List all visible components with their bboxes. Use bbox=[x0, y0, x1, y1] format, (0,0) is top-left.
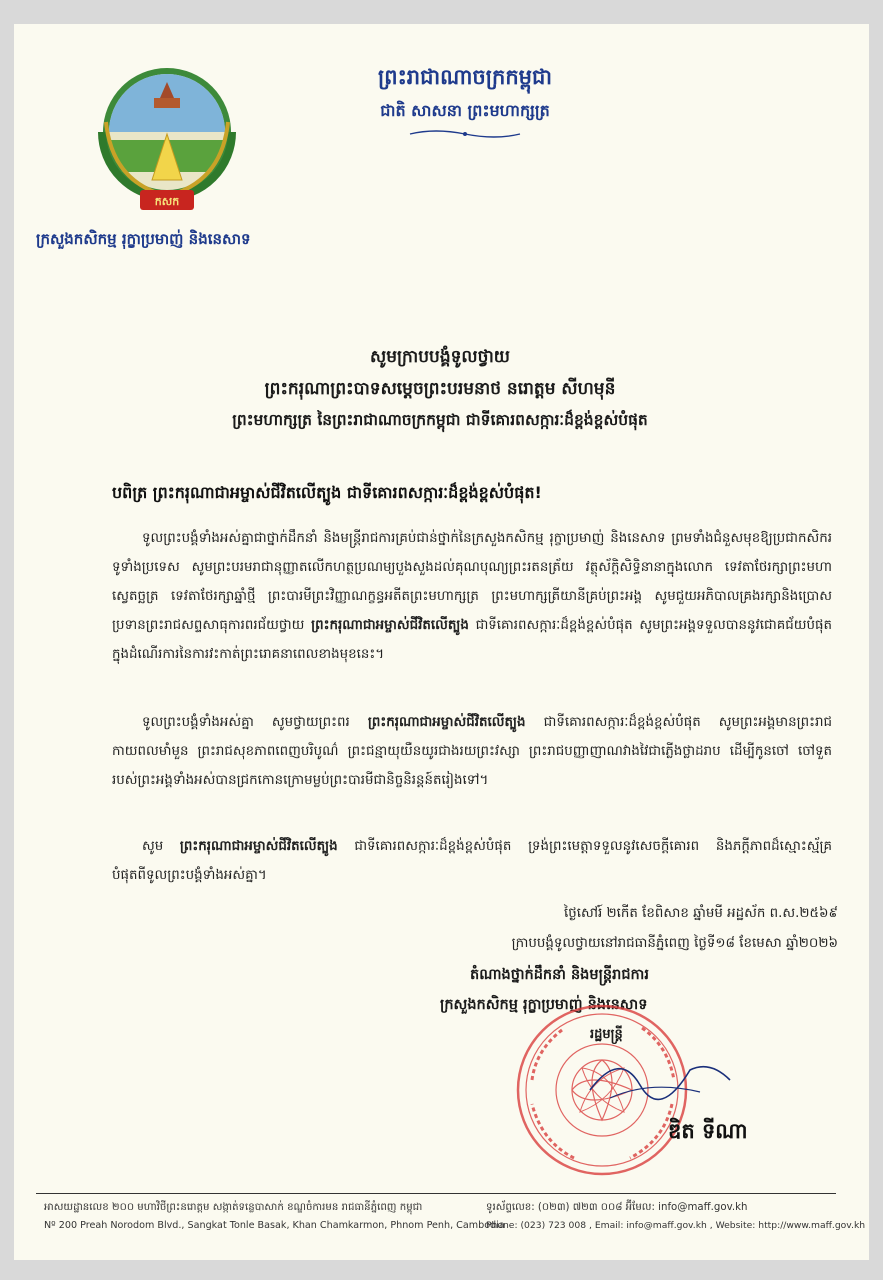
lunar-date: ថ្ងៃសៅរ៍ ២កើត ខែពិសាខ ឆ្នាំមមី អដ្ឋស័ក ព.ស.២៥៦៩ bbox=[563, 906, 838, 921]
national-motto: ជាតិ សាសនា ព្រះមហាក្សត្រ bbox=[380, 101, 550, 120]
salutation-line-1: សូមក្រាបបង្គំទូលថ្វាយ bbox=[370, 347, 510, 367]
footer-address-khmer: អាសយដ្ឋានលេខ ២០០ មហាវិថីព្រះនរោត្តម សង្កាត់ទន្លេបាសាក់ ខណ្ឌចំការមន រាជធានីភ្នំពេញ កម្ពុជា bbox=[44, 1202, 423, 1213]
paragraph-3-text-b: ជាទីគោរពសក្ការៈដ៏ខ្ពង់ខ្ពស់បំផុត ទ្រង់ព្រះមេត្តាទទួលនូវសេចក្តីគោរព និងភក្តីភាពដ៏ស្មោះស្ម័គ្របំផុតពីទូលព្រះបង្គំទាំងអស់គ្នា។ bbox=[112, 839, 832, 883]
footer-contact-english: Phone: (023) 723 008 , Email: info@maff.gov.kh , Website: http://www.maff.gov.kh bbox=[486, 1220, 866, 1231]
body-paragraph-1 bbox=[112, 524, 832, 669]
signatory-name: ឌិត ទីណា bbox=[668, 1118, 748, 1143]
ministry-emblem-logo bbox=[92, 62, 242, 222]
signature-title: រដ្ឋមន្ត្រី bbox=[590, 1027, 623, 1042]
footer-address-english: Nº 200 Preah Norodom Blvd., Sangkat Tonle Basak, Khan Chamkarmon, Phnom Penh, Cambodia bbox=[44, 1220, 505, 1231]
footer-contact-khmer: ទូរស័ព្ទលេខ: (០២៣) ៧២៣ ០០៨ អ៊ីមែល: info@maff.gov.kh bbox=[486, 1202, 748, 1213]
paragraph-1-text-a: ទូលព្រះបង្គំទាំងអស់គ្នាជាថ្នាក់ដឹកនាំ និងមន្ត្រីរាជការគ្រប់ជាន់ថ្នាក់នៃក្រសួងកសិកម្ម រុក្ខាប្រមាញ់ និងនេសាទ ព្រមទាំងជំនួសមុខឱ្យប្រជាកសិករទូទាំងប្រទេស សូមព្រះបរមរាជានុញ្ញាតលើកហត្ថប្រណម្យបួងសួងដល់គុណបុណ្យព្រះរតនត្រ័យ វត្ថុស័ក្តិសិទ្ធិនានាក្នុងលោក ទេវតាថែរក្សាព្រះមហាស្វេតច្ឆត្រ ទេវតាថែរក្សាឆ្នាំថ្មី ព្រះបារមីព្រះវិញ្ញាណក្ខន្ធអតីតព្រះមហាក្សត្រ ព្រះមហាក្សត្រីយានីគ្រប់ព្រះអង្គ សូមជួយអភិបាលគ្រងរក្សានិងប្រោសប្រទានព្រះរាជសព្ទសាធុការពរជ័យថ្វាយ bbox=[112, 531, 832, 633]
paragraph-1-text-b: ជាទីគោរពសក្ការៈដ៏ខ្ពង់ខ្ពស់បំផុត សូមព្រះអង្គទទួលបាននូវជោគជ័យបំផុតក្នុងដំណើរការនៃការវះកាត់ព្រះរោគនាពេលខាងមុខនេះ។ bbox=[112, 618, 832, 662]
paragraph-3-royal-title: ព្រះករុណាជាអម្ចាស់ជីវិតលើត្បូង bbox=[179, 839, 338, 854]
paragraph-3-text-a: សូម bbox=[142, 839, 164, 854]
paragraph-2-royal-title: ព្រះករុណាជាអម្ចាស់ជីវិតលើត្បូង bbox=[367, 715, 526, 730]
paragraph-2-text-a: ទូលព្រះបង្គំទាំងអស់គ្នា សូមថ្វាយព្រះពរ bbox=[142, 715, 350, 730]
signature-ministry-line: ក្រសួងកសិកម្ម រុក្ខាប្រមាញ់ និងនេសាទ bbox=[440, 996, 648, 1013]
footer-divider bbox=[36, 1193, 836, 1194]
kingdom-title: ព្រះរាជាណាចក្រកម្ពុជា bbox=[377, 64, 552, 89]
paragraph-1-royal-title: ព្រះករុណាជាអម្ចាស់ជីវិតលើត្បូង bbox=[311, 618, 469, 633]
emblem-label: កសក bbox=[154, 195, 180, 208]
handwritten-signature bbox=[580, 1040, 740, 1110]
solar-date: ក្រាបបង្គំទូលថ្វាយនៅរាជធានីភ្នំពេញ ថ្ងៃទី១៨ ខែមេសា ឆ្នាំ២០២៦ bbox=[511, 936, 838, 951]
salutation-line-3: ព្រះមហាក្សត្រ នៃព្រះរាជាណាចក្រកម្ពុជា ជាទីគោរពសក្ការៈដ៏ខ្ពង់ខ្ពស់បំផុត bbox=[232, 410, 648, 429]
body-paragraph-2 bbox=[112, 708, 832, 795]
ministry-name-header: ក្រសួងកសិកម្ម រុក្ខាប្រមាញ់ និងនេសាទ bbox=[36, 230, 251, 248]
salutation-line-2: ព្រះករុណាព្រះបាទសម្តេចព្រះបរមនាថ នរោត្តម សីហមុនី bbox=[264, 379, 616, 399]
signature-representative-line: តំណាងថ្នាក់ដឹកនាំ និងមន្ត្រីរាជការ bbox=[470, 966, 649, 983]
paragraph-2-text-b: ជាទីគោរពសក្ការៈដ៏ខ្ពង់ខ្ពស់បំផុត សូមព្រះអង្គមានព្រះរាជកាយពលមាំមួន ព្រះរាជសុខភាពពេញបរិបូណ៌ ព្រះជន្មាយុយឺនយូរជាងរយព្រះវស្សា ព្រះរាជបញ្ញាញាណវាងវៃជាភ្លើងថ្លាដរាប ដើម្បីកូនចៅ ចៅទួតរបស់ព្រះអង្គទាំងអស់បានជ្រកកោនក្រោមម្លប់ព្រះបារមីជានិច្ចនិរន្តន៍តរៀងទៅ។ bbox=[112, 715, 832, 788]
greeting-line: បពិត្រ ព្រះករុណាជាអម្ចាស់ជីវិតលើត្បូង ជាទីគោរពសក្ការៈដ៏ខ្ពង់ខ្ពស់បំផុត! bbox=[112, 483, 542, 502]
motto-ornament-icon bbox=[405, 128, 525, 140]
body-paragraph-3 bbox=[112, 832, 832, 890]
